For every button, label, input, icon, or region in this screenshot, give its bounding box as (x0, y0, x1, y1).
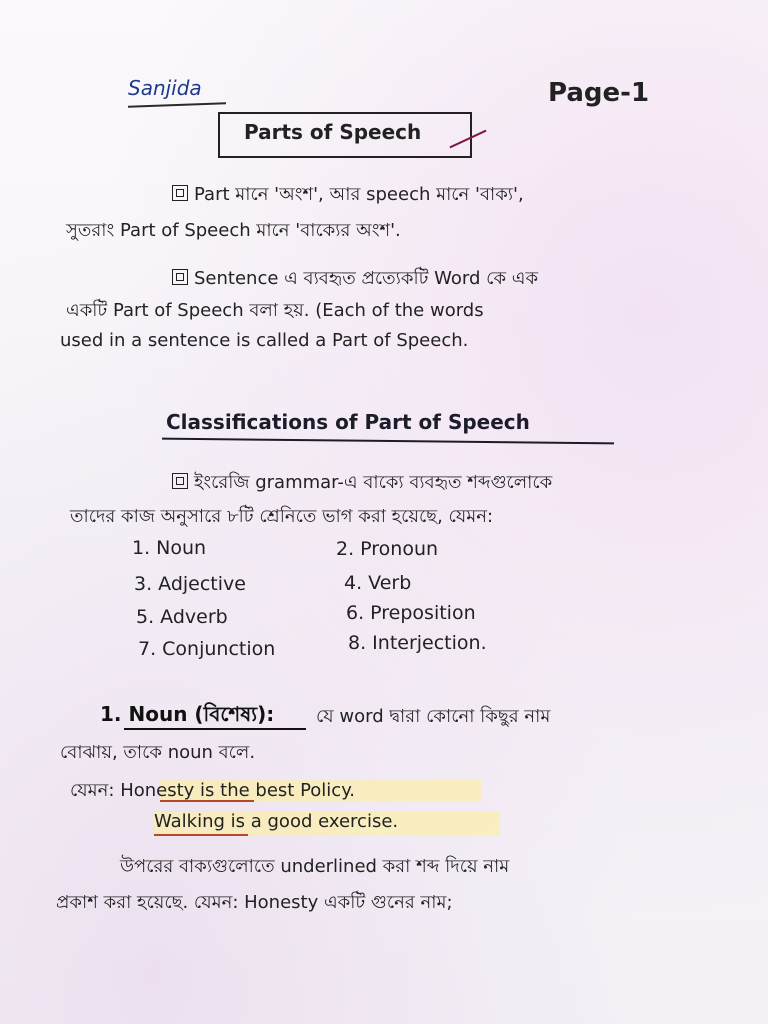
bullet-square-icon (172, 269, 188, 285)
intro-line-1 (172, 180, 524, 211)
classification-heading: Classifications of Part of Speech (166, 410, 530, 434)
example-1-text: Honesty is the best Policy. (120, 780, 356, 801)
classification-line-1-text: ইংরেজি grammar-এ বাক্যে ব্যবহৃত শব্দগুলোকে (194, 472, 553, 493)
list-item: 6. Preposition (346, 602, 476, 624)
list-item: 7. Conjunction (138, 638, 276, 660)
page-number: Page-1 (548, 78, 650, 108)
noun-heading-underline (124, 728, 306, 730)
intro-line-3 (172, 264, 538, 295)
noun-line-1: যে word দ্বারা কোনো কিছুর নাম (316, 706, 551, 727)
intro-line-2: সুতরাং Part of Speech মানে 'বাক্যের অংশ'. (66, 220, 401, 241)
heading-underline (162, 438, 614, 445)
list-item: 2. Pronoun (336, 538, 439, 560)
underline-walking (154, 834, 248, 836)
list-item: 5. Adverb (136, 606, 228, 628)
page-title: Parts of Speech (244, 120, 422, 144)
intro-line-5: used in a sentence is called a Part of Speech. (60, 330, 469, 351)
classification-line-1 (172, 468, 552, 499)
list-item: 4. Verb (344, 572, 412, 594)
noun-line-2: বোঝায়, তাকে noun বলে. (60, 742, 256, 763)
bullet-square-icon (172, 185, 188, 201)
noun-line-4: প্রকাশ করা হয়েছে. যেমন: Honesty একটি গুনের নাম; (56, 892, 453, 913)
noun-line-3: উপরের বাক্যগুলোতে underlined করা শব্দ দিয়ে নাম (120, 856, 510, 877)
classification-line-2: তাদের কাজ অনুসারে ৮টি শ্রেনিতে ভাগ করা হয়েছে, যেমন: (70, 506, 494, 527)
example-label: যেমন: (70, 780, 115, 801)
list-item: 3. Adjective (134, 573, 246, 595)
intro-line-3-text: Sentence এ ব্যবহৃত প্রত্যেকটি Word কে এক (194, 268, 539, 289)
list-item: 8. Interjection. (348, 632, 487, 654)
list-item: 1. Noun (132, 537, 207, 559)
noun-heading: 1. Noun (বিশেষ্য): (100, 702, 275, 726)
intro-line-4: একটি Part of Speech বলা হয়. (Each of the words (66, 300, 484, 321)
bullet-square-icon (172, 473, 188, 489)
author-name: Sanjida (128, 76, 202, 100)
name-underline (128, 102, 226, 107)
intro-line-1-text: Part মানে 'অংশ', আর speech মানে 'বাক্য', (194, 184, 524, 205)
example-line-2: Walking is a good exercise. (154, 811, 399, 832)
example-line-1 (70, 776, 355, 807)
